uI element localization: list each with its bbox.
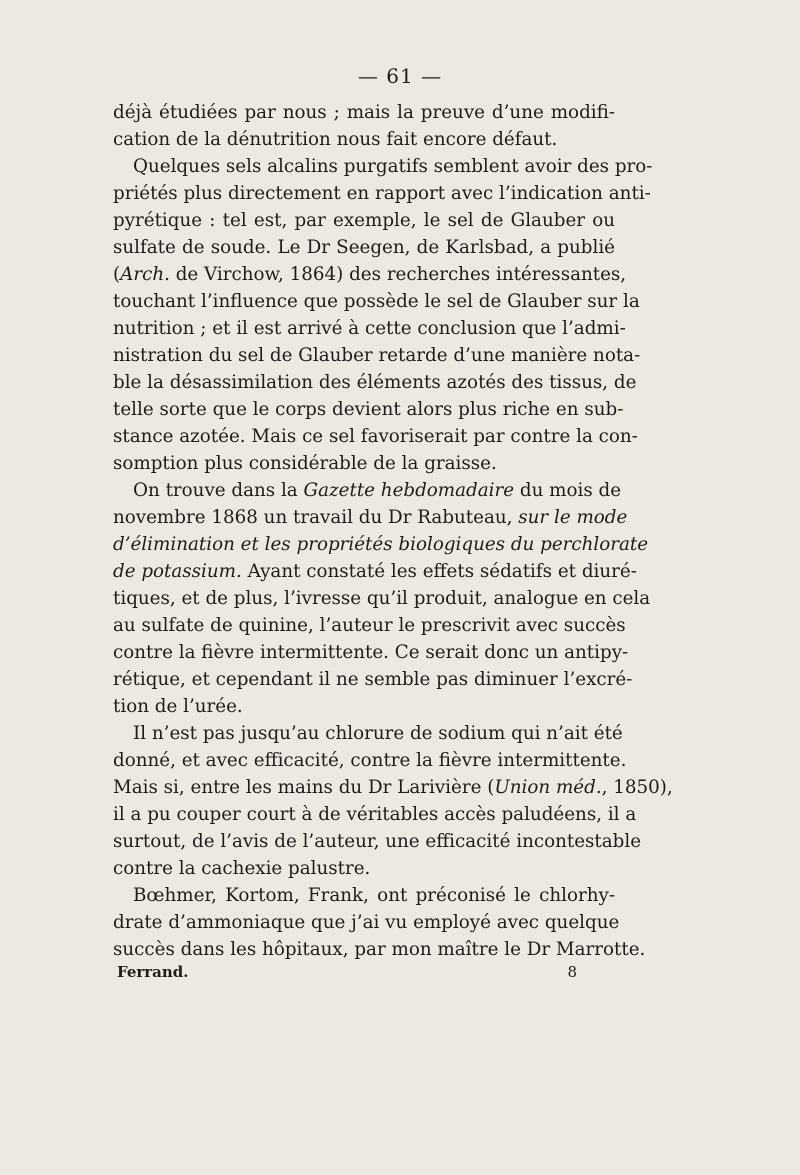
text-line: touchant l’influence que possède le sel de Glauber sur la (113, 291, 640, 312)
text-line: il a pu couper court à de véritables accès paludéens, il a (113, 804, 637, 825)
text-line: (Arch. de Virchow, 1864) des recherches intéressantes, (113, 264, 627, 285)
italic-text: Union méd. (494, 777, 602, 798)
text-line: nutrition ; et il est arrivé à cette conclusion que l’admi- (113, 318, 626, 339)
italic-text: d’élimination et les propriétés biologiques du perchlorate (113, 534, 649, 555)
text-line: sulfate de soude. Le Dr Seegen, de Karlsbad, a publié (113, 237, 615, 258)
text-line: On trouve dans la Gazette hebdomadaire du mois de (133, 480, 622, 501)
text-line: nistration du sel de Glauber retarde d’une manière nota- (113, 345, 641, 366)
text-line: pyrétique : tel est, par exemple, le sel de Glauber ou (113, 210, 615, 231)
italic-text: Gazette hebdomadaire (303, 480, 515, 501)
text-line: contre la cachexie palustre. (113, 858, 371, 879)
text-line: novembre 1868 un travail du Dr Rabuteau, sur le mode (113, 507, 628, 528)
text-line: cation de la dénutrition nous fait encore défaut. (113, 129, 558, 150)
text-line: somption plus considérable de la graisse. (113, 453, 497, 474)
text-line: telle sorte que le corps devient alors plus riche en sub- (113, 399, 624, 420)
text-line: surtout, de l’avis de l’auteur, une efficacité incontestable (113, 831, 642, 852)
text-line: Mais si, entre les mains du Dr Larivière (Union méd., 1850), (113, 777, 673, 798)
text-line: contre la fièvre intermittente. Ce serait donc un antipy- (113, 642, 629, 663)
text-line: Quelques sels alcalins purgatifs semblent avoir des pro- (133, 156, 653, 177)
text-line: priétés plus directement en rapport avec l’indication anti- (113, 183, 651, 204)
text-line: de potassium. Ayant constaté les effets sédatifs et diuré- (113, 561, 637, 582)
italic-text: Arch. (120, 264, 170, 285)
text-line: donné, et avec efficacité, contre la fièvre intermittente. (113, 750, 627, 771)
footer-author: Ferrand. (117, 963, 189, 981)
italic-text: sur le mode (518, 507, 628, 528)
text-line: au sulfate de quinine, l’auteur le prescrivit avec succès (113, 615, 626, 636)
text-line: Bœhmer, Kortom, Frank, ont préconisé le chlorhy- (133, 885, 615, 906)
text-line: stance azotée. Mais ce sel favoriserait par contre la con- (113, 426, 638, 447)
text-line: déjà étudiées par nous ; mais la preuve d’une modifi- (113, 102, 615, 123)
text-line: succès dans les hôpitaux, par mon maître le Dr Marrotte. (113, 939, 646, 960)
signature-mark: 8 (567, 963, 577, 981)
body-text (113, 99, 673, 963)
text-line (113, 531, 649, 558)
text-line: drate d’ammoniaque que j’ai vu employé avec quelque (113, 912, 620, 933)
page-number: — 61 — (357, 64, 443, 88)
italic-text: de potassium. (113, 561, 242, 582)
text-line: tiques, et de plus, l’ivresse qu’il produit, analogue en cela (113, 588, 651, 609)
page-footer (117, 963, 577, 987)
text-line: tion de l’urée. (113, 696, 243, 717)
text-line: ble la désassimilation des éléments azotés des tissus, de (113, 372, 637, 393)
text-line: Il n’est pas jusqu’au chlorure de sodium qui n’ait été (133, 723, 623, 744)
text-line: rétique, et cependant il ne semble pas diminuer l’excré- (113, 669, 633, 690)
